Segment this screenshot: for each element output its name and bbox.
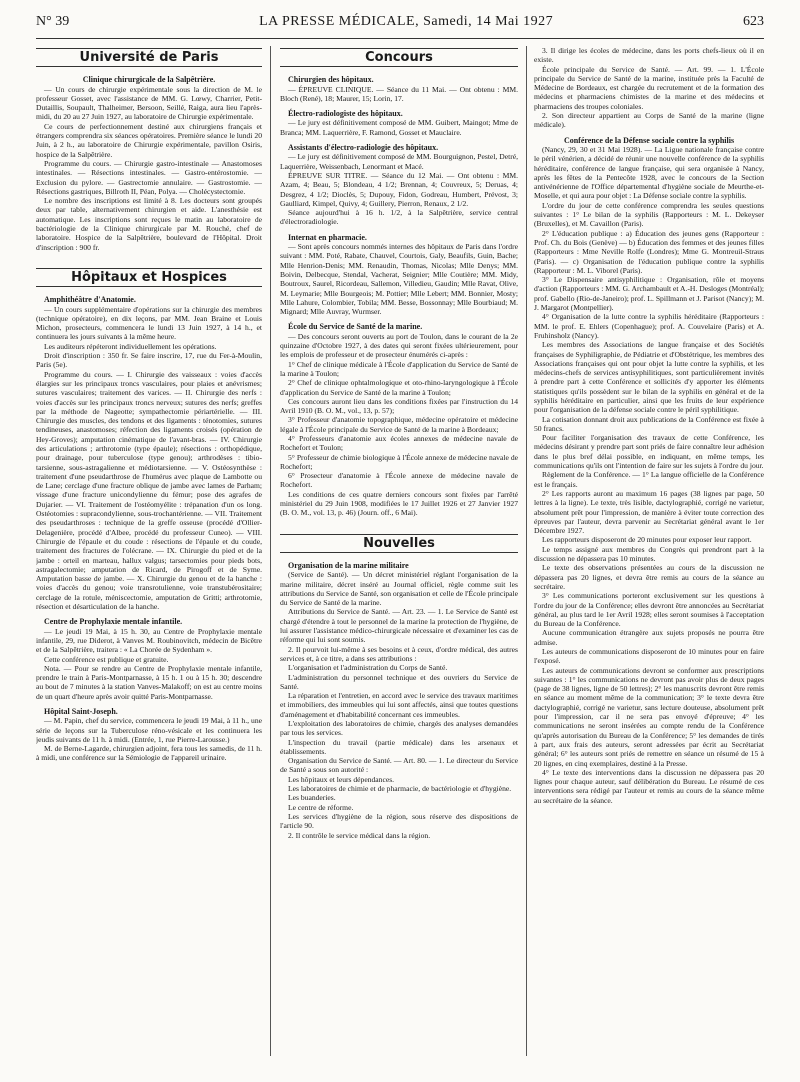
article-paragraph: — Des concours seront ouverts au port de Toulon, dans le courant de la 2e quinzaine d'Octobre 1927, à des dates qui seront fixées ultérieurement, pour les emplois de professeur et de prosecteur énumérés ci-après : xyxy=(280,331,518,360)
column-left xyxy=(36,46,262,1056)
article-heading: Amphithéâtre d'Anatomie. xyxy=(44,295,136,305)
section-title-universite: Université de Paris xyxy=(36,48,262,67)
article-heading: Conférence de la Défense sociale contre la syphilis xyxy=(563,135,735,145)
article-paragraph: 4° Professeurs d'anatomie aux écoles annexes de médecine navale de Rochefort et Toulon; xyxy=(280,433,518,453)
article-paragraph: 2. Il contrôle le service médical dans la région. xyxy=(288,830,431,840)
article-paragraph: Séance aujourd'hui à 16 h. 1/2, à la Salpêtrière, service central d'électroradiologie. xyxy=(280,208,518,227)
article-paragraph: Organisation du Service de Santé. — Art. 80. — 1. Le directeur du Service de Santé a sous son autorité : xyxy=(280,756,518,775)
article-heading: Internat en pharmacie. xyxy=(288,232,367,242)
article-paragraph: Pour faciliter l'organisation des travaux de cette Conférence, les médecins désirant y prendre part sont priés de faire connaître leur adhésion dans le plus bref délai possible, en indiquant, en même temps, les communications qu'ils ont l'intention de faire sur les sujets à l'ordre du jour. xyxy=(534,433,764,471)
article-paragraph: M. de Berne-Lagarde, chirurgien adjoint, fera tous les samedis, de 11 h. à midi, une conférence sur la Sémiologie de l'appareil urinaire. xyxy=(36,744,262,763)
article-paragraph: L'administration du personnel technique et des ouvriers du Service de Santé. xyxy=(280,672,518,691)
article-paragraph: La réparation et l'entretien, en accord avec le service des travaux maritimes et immobiliers, des immeubles qui lui sont affectés, ainsi que toutes questions d'aménagement et d'habitabilité concernant ces immeubles. xyxy=(280,691,518,719)
column-middle xyxy=(280,46,518,1056)
page-number: 623 xyxy=(743,14,764,29)
article-paragraph: — ÉPREUVE CLINIQUE. — Séance du 11 Mai. — Ont obtenu : MM. Bloch (René), 18; Maurer, 15; Lorin, 17. xyxy=(280,84,518,103)
article-paragraph: Les membres des Associations de langue française et des Sociétés françaises de Syphiligraphie, de Pédiatrie et d'Obstétrique, les membres des Associations françaises qui ont pour objet la lutte contre la syphilis, et les médecins-chefs de services antisyphilitiques, sont particulièrement invités à prendre part à cette Conférence et sollicités d'y apporter les éléments statistiques qu'ils possèdent sur le bilan de la syphilis en général et de la syphilis héréditaire en particulier, ainsi que les fruits de leur expérience pour l'organisation de la défense sociale contre le péril syphilitique. xyxy=(534,340,764,415)
article-paragraph: 2. Son directeur appartient au Corps de Santé de la marine (ligne médicale). xyxy=(534,111,764,130)
section-title-concours: Concours xyxy=(280,48,518,67)
article-paragraph: Règlement de la Conférence. — 1° La langue officielle de la Conférence est le français. xyxy=(534,470,764,489)
article-heading: Électro-radiologiste des hôpitaux. xyxy=(288,109,403,119)
article-paragraph: L'organisation et l'administration du Corps de Santé. xyxy=(288,663,448,673)
article-paragraph: Les buanderies. xyxy=(288,793,336,803)
column-divider xyxy=(526,46,527,1056)
article-paragraph: (Service de Santé). — Un décret ministériel réglant l'organisation de la marine militaire, décret inséré au Journal officiel, règle comme suit les attributions du Service de Santé, son organisation et celle de l'École principale du Service de Santé de la marine. xyxy=(280,570,518,608)
article-paragraph: Les auteurs de communications devront se conformer aux prescriptions suivantes : 1° les communications ne devront pas avoir plus de deux pages (page de 38 lignes, ligne de 50 lettres); 2° les manuscrits devront être remis en séance au moment même de la communication; 3° le texte devra être dactylographié, corrigé ne varietur, sans lecture douteuse, absolument prêt pour l'impression, car il ne sera pas envoyé d'épreuve; 4° les communications ne seront insérées au compte rendu de la Conférence qu'après autorisation du Bureau de la Conférence; 5° les demandes de tirés à part, aux frais des auteurs, seront adressées par écrit au Secrétariat général; 6° les auteurs sont priés de remettre en séance un résumé de 15 à 20 lignes, en cinq exemplaires, destiné à la Presse. xyxy=(534,665,764,768)
article-paragraph: Ce cours de perfectionnement destiné aux chirurgiens français et étrangers comprendra six séances opératoires. Première séance le lundi 20 Juin, à 2 h., au laboratoire de Chirurgie expérimentale, pavillon Osiris, hospice de la Salpêtrière. xyxy=(36,121,262,159)
article-paragraph: La cotisation donnant droit aux publications de la Conférence est fixée à 50 francs. xyxy=(534,414,764,433)
article-paragraph: — Un cours de chirurgie expérimentale sous la direction de M. le professeur Gosset, avec l'assistance de MM. G. Lœwy, Charrier, Petit-Dutaillis, Soupault, Thalheimer, Bersoon, Seillé, Raiga, aura lieu l'après-midi, du 20 au 27 Juin 1927, au laboratoire de Chirurgie expérimentale. xyxy=(36,84,262,122)
article-paragraph: Droit d'inscription : 350 fr. Se faire inscrire, 17, rue du Fer-à-Moulin, Paris (5e). xyxy=(36,351,262,370)
article-paragraph: 3° Les communications porteront exclusivement sur les questions à l'ordre du jour de la Conférence; elles devront être annoncées au Secrétariat général, au plus tard le 1er Avril 1928; elles seront soumises à l'acceptation du Bureau de la Conférence. xyxy=(534,591,764,629)
article-paragraph: Le centre de réforme. xyxy=(288,802,354,812)
article-heading: Centre de Prophylaxie mentale infantile. xyxy=(44,617,183,627)
article-heading: Clinique chirurgicale de la Salpêtrière. xyxy=(82,75,216,85)
article-heading: Hôpital Saint-Joseph. xyxy=(44,707,118,716)
section-title-nouvelles: Nouvelles xyxy=(280,534,518,553)
article-heading: Organisation de la marine militaire xyxy=(288,560,409,570)
article-paragraph: 6° Prosecteur d'anatomie à l'École annexe de médecine navale de Rochefort. xyxy=(280,471,518,490)
article-paragraph: 2. Il pourvoit lui-même à ses besoins et à ceux, d'ordre médical, des autres services et, à ce titre, a dans ses attributions : xyxy=(280,644,518,663)
article-paragraph: 3° Le Dispensaire antisyphilitique : Organisation, rôle et moyens d'action (Rapporteurs : MM. G. Archambault et A.-H. Desloges (Montréal); prof. Gabello (Rio-de-Janeiro); prof. L. Spillmann et J. Parisot (Nancy); M. J. Margarot (Montpellier). xyxy=(534,275,764,313)
article-paragraph: — Le jeudi 19 Mai, à 15 h. 30, au Centre de Prophylaxie mentale infantile, 29, rue Diderot, à Vanves M. Roubinovitch, médecin de Bicêtre et de la Salpêtrière, traitera : « La Chorée de Sydenham ». xyxy=(36,626,262,655)
journal-title: LA PRESSE MÉDICALE, Samedi, 14 Mai 1927 xyxy=(259,14,554,29)
issue-number: N° 39 xyxy=(36,14,70,29)
article-paragraph: — Un cours supplémentaire d'opérations sur la chirurgie des membres (technique opératoire), en dix leçons, par MM. Jean Braine et Louis Michon, prosecteurs, commencera le lundi 13 Juin 1927, à 14 h., et continuera les jours suivants à la même heure. xyxy=(36,304,262,342)
article-paragraph: (Nancy, 29, 30 et 31 Mai 1928). — La Ligue nationale française contre le péril vénérien, a décidé de réunir une nouvelle conférence de la syphilis héréditaire, conférence de langue française, qui sera organisée à Nancy, après les fêtes de la Pentecôte 1928, avec le concours de la Section antivénérienne de l'Office départemental d'hygiène sociale de Meurthe-et-Moselle, et qui aura pour objet : La Défense sociale contre la syphilis. xyxy=(534,144,764,201)
article-heading: Chirurgien des hôpitaux. xyxy=(288,75,374,85)
article-paragraph: Nota. — Pour se rendre au Centre de Prophylaxie mentale infantile, prendre le train à Paris-Montparnasse, à 15 h. 1 ou à 15 h. 30; descendre au bout de 7 minutes à la station Vanves-Malakoff; on est au centre moins de un quart d'heure après avoir quitté Paris-Montparnasse. xyxy=(36,663,262,701)
article-paragraph: Aucune communication étrangère aux sujets proposés ne pourra être admise. xyxy=(534,628,764,647)
column-right xyxy=(534,46,764,1056)
article-paragraph: 3. Il dirige les écoles de médecine, dans les ports chefs-lieux où il en existe. xyxy=(534,46,764,65)
article-paragraph: ÉPREUVE SUR TITRE. — Séance du 12 Mai. — Ont obtenu : MM. Azam, 4; Beau, 5; Blondeau, 4 1/2; Brennan, 4; Couvreux, 5; Deruas, 4; Desgrez, 4 1/2; Dioclès, 5; Dupouy, Fidon, Godreau, Humbert, Prévost, 3; Gaulliard, Kimpel, Quivy, 4; Guillery, Pierron, Renaux, 2 1/2. xyxy=(280,170,518,208)
article-paragraph: Le temps assigné aux membres du Congrès qui prendront part à la discussion ne dépassera pas 10 minutes. xyxy=(534,544,764,564)
article-paragraph: 1° Chef de clinique médicale à l'École d'application du Service de Santé de la marine à Toulon; xyxy=(280,359,518,378)
article-paragraph: Les laboratoires de chimie et de pharmacie, de bactériologie et d'hygiène. xyxy=(288,784,512,794)
article-paragraph: L'exploitation des laboratoires de chimie, chargés des analyses demandées par tous les services. xyxy=(280,719,518,738)
article-paragraph: Le texte des observations présentées au cours de la discussion ne dépassera pas 20 lignes, et devra être remis au cours de la séance au secrétaire. xyxy=(534,563,764,591)
article-paragraph: École principale du Service de Santé. — Art. 99. — 1. L'École principale du Service de Santé de la marine, instituée près la Faculté de Médecine de Bordeaux, est chargée du recrutement et de la formation des médecins et pharmaciens chimistes de la marine et des médecins et pharmaciens des troupes coloniales. xyxy=(534,64,764,111)
page-header xyxy=(36,14,764,36)
article-heading: École du Service de Santé de la marine. xyxy=(288,322,423,332)
article-paragraph: L'ordre du jour de cette conférence comprendra les seules questions suivantes : 1° Le bilan de la syphilis (Rapporteurs : M. L. Dekeyser (Bruxelles), et M. Cavaillon (Paris). xyxy=(534,200,764,229)
article-paragraph: — Le jury est définitivement composé de MM. Guibert, Maingot; Mme de Branca; MM. Laquerrière, F. Ramond, Gosset et Mauclaire. xyxy=(280,118,518,137)
article-paragraph: 2° Chef de clinique ophtalmologique et oto-rhino-laryngologique à l'École d'application du Service de Santé de la marine à Toulon; xyxy=(280,378,518,397)
article-paragraph: Les hôpitaux et leurs dépendances. xyxy=(288,774,395,784)
article-paragraph: Les auditeurs répéteront individuellement les opérations. xyxy=(44,341,217,351)
article-paragraph: Les rapporteurs disposeront de 20 minutes pour exposer leur rapport. xyxy=(542,535,752,545)
article-paragraph: 4° Le texte des interventions dans la discussion ne dépassera pas 20 lignes pour chaque auteur, sauf délibération du Bureau. Le résumé de ces interventions sera rédigé par l'auteur et remis au cours de la séance même au secrétaire de la séance. xyxy=(534,767,764,805)
article-paragraph: — Le jury est définitivement composé de MM. Bourguignon, Pestel, Detré, Laquerrière, Weissenbach, Lenormant et Macé. xyxy=(280,152,518,171)
header-rule xyxy=(36,38,764,39)
article-paragraph: Les conditions de ces quatre derniers concours sont fixées par l'arrêté ministériel du 29 Juin 1908, modifiées le 17 Juillet 1926 et 27 Janvier 1927 (B. O. M., vol. 13, p. 46) (Journ. off., 6 Mai). xyxy=(280,489,518,518)
article-paragraph: Attributions du Service de Santé. — Art. 23. — 1. Le Service de Santé est chargé d'étendre à tout le personnel de la marine la protection de l'hygiène, de lui assurer l'assistance médico-chirurgicale nécessaire et d'examiner les cas de réforme qui lui sont soumis. xyxy=(280,607,518,645)
article-paragraph: Programme du cours. — Chirurgie gastro-intestinale — Anastomoses intestinales. — Résections intestinales. — Gastro-entérostomie. — Exclusion du pylore. — Gastrectomie annulaire. — Gastrostomie. — Résections gastriques, Billroth II, Péan, Polya. — Cholécystectomie. xyxy=(36,158,262,196)
article-paragraph: Ces concours auront lieu dans les conditions fixées par l'instruction du 14 Avril 1910 (B. O. M., vol., 13, p. 57); xyxy=(280,396,518,416)
article-paragraph: — Sont après concours nommés internes des hôpitaux de Paris dans l'ordre suivant : MM. Poté, Rabate, Chauvel, Courtois, Galy, Beaufils, Guin, Bache; Mlle Henrion-Denis; MM. Renaudin, Thomas, Nicolas; Mlle Denys; MM. Boivin, Delbecque, Stendal, Vacherat, Seignier; Mlle Coutière; MM. Midy, Boutroux, Saurel, Ricordeau, Sallemon, Villedieu, Gaudin; Mlle Ravat, Olive, M. Leymarie; Mlle Bourgeois; M. Pottier; Mlle Lebert; MM. Bonnier, Mosty; Mlle Lahure, Colombier, Tobila; MM. Besse, Bossonnay; Mlle Bourbiaud; M. Mignard; Mlle Auvray, Wurmser. xyxy=(280,242,518,317)
column-divider xyxy=(270,46,271,1056)
article-paragraph: — M. Papin, chef du service, commencera le jeudi 19 Mai, à 11 h., une série de leçons sur la Tuberculose réno-vésicale et les continuera les jeudis suivants de 11 h. à midi. (Entrée, 1, rue Pierre-Larousse.) xyxy=(36,716,262,744)
article-paragraph: Les services d'hygiène de la région, sous réserve des dispositions de l'article 90. xyxy=(280,811,518,831)
article-paragraph: L'inspection du travail (partie médicale) dans les arsenaux et établissements. xyxy=(280,737,518,756)
article-paragraph: Cette conférence est publique et gratuite. xyxy=(44,654,169,664)
article-paragraph: 4° Organisation de la lutte contre la syphilis héréditaire (Rapporteurs : MM. le prof. E. Ehlers (Copenhague); prof. A. Couvelaire (Paris) et A. Fruhinsholz (Nancy). xyxy=(534,312,764,340)
article-paragraph: Les auteurs de communications disposeront de 10 minutes pour en faire l'exposé. xyxy=(534,647,764,666)
article-paragraph: 2° Les rapports auront au maximum 16 pages (38 lignes par page, 50 lettres à la ligne). Le texte, très lisible, dactylographié, corrigé ne varietur, absolument prêt pour l'impression, de manière à éviter toute correction des épreuves par l'auteur, devra parvenir au Secrétariat général avant le 1er Décembre 1927. xyxy=(534,488,764,536)
article-paragraph: Programme du cours. — I. Chirurgie des vaisseaux : voies d'accès élargies sur les principaux troncs vasculaires, pour plaies et anévrismes; sutures vasculaires; traitement des varices. — II. Chirurgie des nerfs : voies d'accès sur les principaux troncs nerveux; sutures des nerfs; greffes par la méthode de Nageotte; sympathectomie périartérielle. — III. Chirurgie des muscles, des tendons et des ligaments : ténotomies, sutures tendineuses, anastomoses; réfection des ligaments croisés (opération de Hey-Groves); amputation cinématique de l'avant-bras. — IV. Chirurgie des articulations ; arthrotomie (type épaule); résections : orthopédique, pour drainage, pour tuberculose (type genou); arthrodèses : tibio-tarsienne, sous-astragalienne et médiotarsienne. — V. Ostéosynthèse : traitement d'une pseudarthrose de l'humérus avec plaque de Lambotte ou de Lane; cerclage d'une fracture oblique de jambe avec lames de Parham; vissage d'une fracture unicondylienne du fémur; pose des agrafes de Dujarier. — VI. Traitement de l'ostéomyélite : trépanation d'un os long. Ostéotomies : supracondylienne, sous-trochantérienne. — VII. Traitement des pseudarthroses : technique de la greffe osseuse (procédé d'Ollier-Delagenière, procédé d'Albee, procédé du professeur Cuneo). — VIII. Chirurgie de l'épaule et du coude : résections de l'épaule et du coude, traitement des fractures de l'olécrane. — IX. Chirurgie du pied et de la jambe : orteil en marteau, hallux valgus; tarsectomies pour pieds bots, astragalectomie; amputation de Ricard, de Pirogoff et de Syme. Amputation basse de jambe. — X. Chirurgie du genou et de la hanche : voies d'accès du genou; voie transrotulienne, voie transtubérositaire; cerclage de la rotule, méniscectomie, amputation de Gritti; arthrotomie, résection et désarticulation de la hanche. xyxy=(36,369,262,612)
section-title-hopitaux: Hôpitaux et Hospices xyxy=(36,268,262,287)
article-paragraph: 2° L'éducation publique : a) Éducation des jeunes gens (Rapporteur : Prof. Ch. du Bois (Genève) — b) Éducation des femmes et des jeunes filles (Rapporteurs : Mme Neville Rolfe (Londres); Mme G. Montreuil-Straus (Paris). — c) Organisation de l'éducation publique contre la syphilis (Rapporteur : M. L. Viborel (Paris). xyxy=(534,228,764,275)
article-paragraph: Le nombre des inscriptions est limité à 8. Les docteurs sont groupés deux par table, alternativement chirurgien et aide. L'anesthésie est automatique. Les inscriptions sont reçues le matin au laboratoire de bactériologie de la Clinique chirurgicale par M. Rouché, chef de laboratoire. Hospice de la Salpêtrière, boulevard de l'Hôpital. Droit d'inscription : 900 fr. xyxy=(36,196,262,252)
article-heading: Assistants d'électro-radiologie des hôpitaux. xyxy=(288,143,439,153)
article-paragraph: 5° Professeur de chimie biologique à l'École annexe de médecine navale de Rochefort; xyxy=(280,452,518,471)
article-paragraph: 3° Professeur d'anatomie topographique, médecine opératoire et médecine légale à l'École principale du Service de Santé de la marine à Bordeaux; xyxy=(280,415,518,434)
